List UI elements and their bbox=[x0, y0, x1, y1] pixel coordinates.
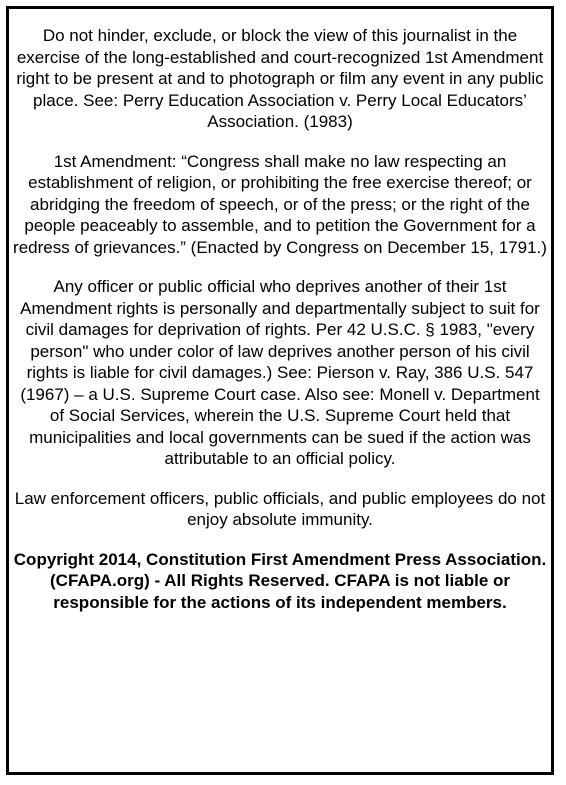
paragraph-first-amendment: 1st Amendment: “Congress shall make no law respecting an establishment of religion, or prohibiting the free exercise thereof; or abridging the freedom of speech, or of the press; or the right of the people peaceably to assemble, and to petition the Government for a redress of grievances.” (Enacted by Congress on December 15, 1791.) bbox=[13, 151, 547, 257]
paragraph-immunity: Law enforcement officers, public officials, and public employees do not enjoy absolute immunity. bbox=[14, 488, 546, 529]
notice-content bbox=[13, 25, 547, 613]
paragraph-civil-liability: Any officer or public official who deprives another of their 1st Amendment rights is personally and departmentally subject to suit for civil damages for deprivation of rights. Per 42 U.S.C. § 1983, "every person" who under color of law deprives another person of his civil rights is liable for civil damages.) See: Pierson v. Ray, 386 U.S. 547 (1967) – a U.S. Supreme Court case. Also see: Monell v. Department of Social Services, wherein the U.S. Supreme Court held that municipalities and local governments can be sued if the action was attributable to an official policy. bbox=[20, 277, 540, 468]
copyright-notice: Copyright 2014, Constitution First Amendment Press Association. (CFAPA.org) - All Rights Reserved. CFAPA is not liable or responsible for the actions of its independent members. bbox=[13, 549, 547, 612]
paragraph-press-rights: Do not hinder, exclude, or block the view of this journalist in the exercise of the long-established and court-recognized 1st Amendment right to be present at and to photograph or film any event in any public place. See: Perry Education Association v. Perry Local Educators’ Association. (1983) bbox=[16, 26, 544, 131]
notice-card bbox=[6, 6, 554, 775]
